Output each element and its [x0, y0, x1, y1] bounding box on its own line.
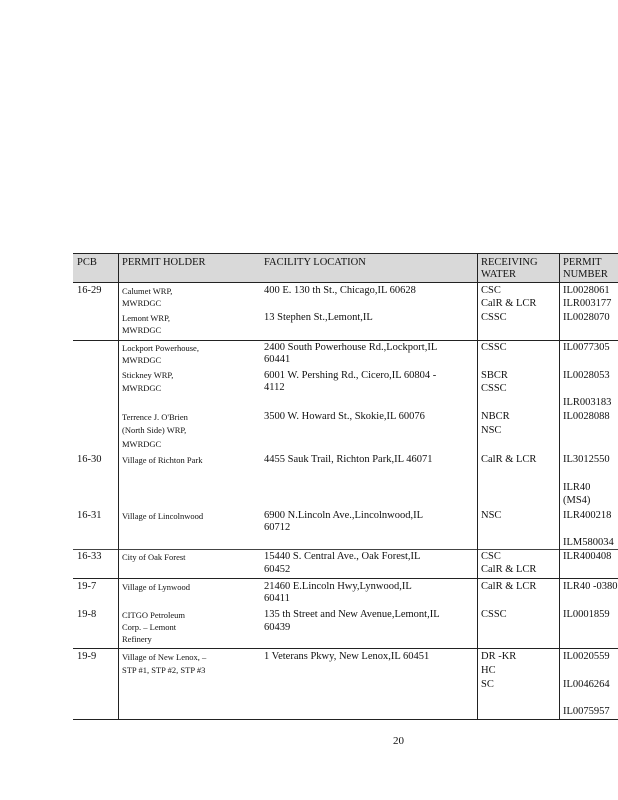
permit-number-cell: ILR003183	[563, 397, 612, 408]
permit-holder-cell: City of Oak Forest	[122, 552, 186, 562]
row-divider	[73, 578, 618, 579]
receiving-water-cell: CalR & LCR	[481, 564, 537, 575]
facility-location-cell: 135 th Street and New Avenue,Lemont,IL	[264, 609, 440, 620]
permit-number-cell: IL0077305	[563, 342, 610, 353]
facility-location-cell: 60441	[264, 354, 291, 365]
receiving-water-cell: DR -KR	[481, 651, 517, 662]
facility-location-cell: 2400 South Powerhouse Rd.,Lockport,IL	[264, 342, 438, 353]
row-divider	[73, 648, 618, 649]
permit-holder-cell: MWRDGC	[122, 439, 162, 449]
header-permit-number: NUMBER	[563, 269, 608, 280]
permit-holder-cell: Lockport Powerhouse,	[122, 343, 199, 353]
pcb-cell: 16-30	[77, 454, 102, 465]
column-divider	[118, 253, 119, 719]
permit-number-cell: (MS4)	[563, 495, 591, 506]
facility-location-cell: 3500 W. Howard St., Skokie,IL 60076	[264, 411, 425, 422]
header-pcb: PCB	[77, 257, 97, 268]
pcb-cell: 16-31	[77, 510, 102, 521]
receiving-water-cell: CalR & LCR	[481, 581, 537, 592]
header-receiving-water: RECEIVING	[481, 257, 538, 268]
facility-location-cell: 13 Stephen St.,Lemont,IL	[264, 312, 373, 323]
receiving-water-cell: HC	[481, 665, 496, 676]
receiving-water-cell: CSSC	[481, 342, 507, 353]
pcb-cell: 19-8	[77, 609, 97, 620]
permit-holder-cell: Terrence J. O'Brien	[122, 412, 188, 422]
facility-location-cell: 6001 W. Pershing Rd., Cicero,IL 60804 -	[264, 370, 437, 381]
receiving-water-cell: NBCR	[481, 411, 510, 422]
header-receiving-water: WATER	[481, 269, 516, 280]
permit-number-cell: IL0028053	[563, 370, 610, 381]
facility-location-cell: 60712	[264, 522, 291, 533]
permit-number-cell: ILM580034	[563, 537, 614, 548]
facility-location-cell: 21460 E.Lincoln Hwy,Lynwood,IL	[264, 581, 412, 592]
permit-holder-cell: (North Side) WRP,	[122, 425, 187, 435]
facility-location-cell: 15440 S. Central Ave., Oak Forest,IL	[264, 551, 421, 562]
permit-number-cell: IL0020559	[563, 651, 610, 662]
permit-holder-cell: Stickney WRP,	[122, 370, 174, 380]
pcb-cell: 19-7	[77, 581, 97, 592]
permit-number-cell: IL0028088	[563, 411, 610, 422]
header-permit-holder: PERMIT HOLDER	[122, 257, 206, 268]
row-divider	[73, 340, 618, 341]
permit-holder-cell: Village of Richton Park	[122, 455, 203, 465]
permit-number-cell: IL0046264	[563, 679, 610, 690]
column-divider	[477, 253, 478, 719]
header-permit-number: PERMIT	[563, 257, 602, 268]
permit-number-cell: IL0028061	[563, 285, 610, 296]
permit-number-cell: ILR003177	[563, 298, 612, 309]
receiving-water-cell: NSC	[481, 510, 502, 521]
facility-location-cell: 1 Veterans Pkwy, New Lenox,IL 60451	[264, 651, 430, 662]
column-divider	[559, 253, 560, 719]
facility-location-cell: 60411	[264, 593, 290, 604]
facility-location-cell: 4455 Sauk Trail, Richton Park,IL 46071	[264, 454, 433, 465]
permit-number-cell: ILR40	[563, 482, 591, 493]
permit-number-cell: IL0075957	[563, 706, 610, 717]
permit-number-cell: ILR400408	[563, 551, 612, 562]
receiving-water-cell: SBCR	[481, 370, 508, 381]
permit-holder-cell: Corp. – Lemont	[122, 622, 177, 632]
permit-holder-cell: CITGO Petroleum	[122, 610, 186, 620]
permit-holder-cell: MWRDGC	[122, 355, 162, 365]
table-top-border	[73, 253, 618, 254]
permit-holder-cell: Village of Lincolnwood	[122, 511, 204, 521]
receiving-water-cell: CSSC	[481, 383, 507, 394]
receiving-water-cell: CSSC	[481, 312, 507, 323]
receiving-water-cell: CalR & LCR	[481, 454, 537, 465]
pcb-cell: 19-9	[77, 651, 97, 662]
receiving-water-cell: CSC	[481, 285, 501, 296]
permit-number-cell: ILR400218	[563, 510, 612, 521]
permit-holder-cell: Refinery	[122, 634, 152, 644]
facility-location-cell: 6900 N.Lincoln Ave.,Lincolnwood,IL	[264, 510, 424, 521]
facility-location-cell: 60439	[264, 622, 291, 633]
receiving-water-cell: CSSC	[481, 609, 507, 620]
page-number: 20	[393, 735, 404, 747]
table-bottom-border	[73, 719, 618, 720]
permit-number-cell: IL3012550	[563, 454, 610, 465]
permit-holder-cell: MWRDGC	[122, 298, 162, 308]
permit-holder-cell: Calumet WRP,	[122, 286, 173, 296]
header-divider	[73, 282, 618, 283]
receiving-water-cell: SC	[481, 679, 494, 690]
permit-holder-cell: Village of Lynwood	[122, 582, 190, 592]
header-facility-location: FACILITY LOCATION	[264, 257, 366, 268]
receiving-water-cell: NSC	[481, 425, 502, 436]
facility-location-cell: 400 E. 130 th St., Chicago,IL 60628	[264, 285, 416, 296]
permit-holder-cell: Lemont WRP,	[122, 313, 171, 323]
permit-holder-cell: Village of New Lenox, –	[122, 652, 207, 662]
permit-number-cell: ILR40 -0380	[563, 581, 618, 592]
pcb-cell: 16-33	[77, 551, 102, 562]
permit-holder-cell: MWRDGC	[122, 383, 162, 393]
facility-location-cell: 4112	[264, 382, 285, 393]
facility-location-cell: 60452	[264, 564, 291, 575]
receiving-water-cell: CSC	[481, 551, 501, 562]
permit-holder-cell: STP #1, STP #2, STP #3	[122, 665, 206, 675]
permit-holder-cell: MWRDGC	[122, 325, 162, 335]
permit-number-cell: IL0028070	[563, 312, 610, 323]
row-divider	[73, 549, 618, 550]
pcb-cell: 16-29	[77, 285, 102, 296]
receiving-water-cell: CalR & LCR	[481, 298, 537, 309]
permit-number-cell: IL0001859	[563, 609, 610, 620]
